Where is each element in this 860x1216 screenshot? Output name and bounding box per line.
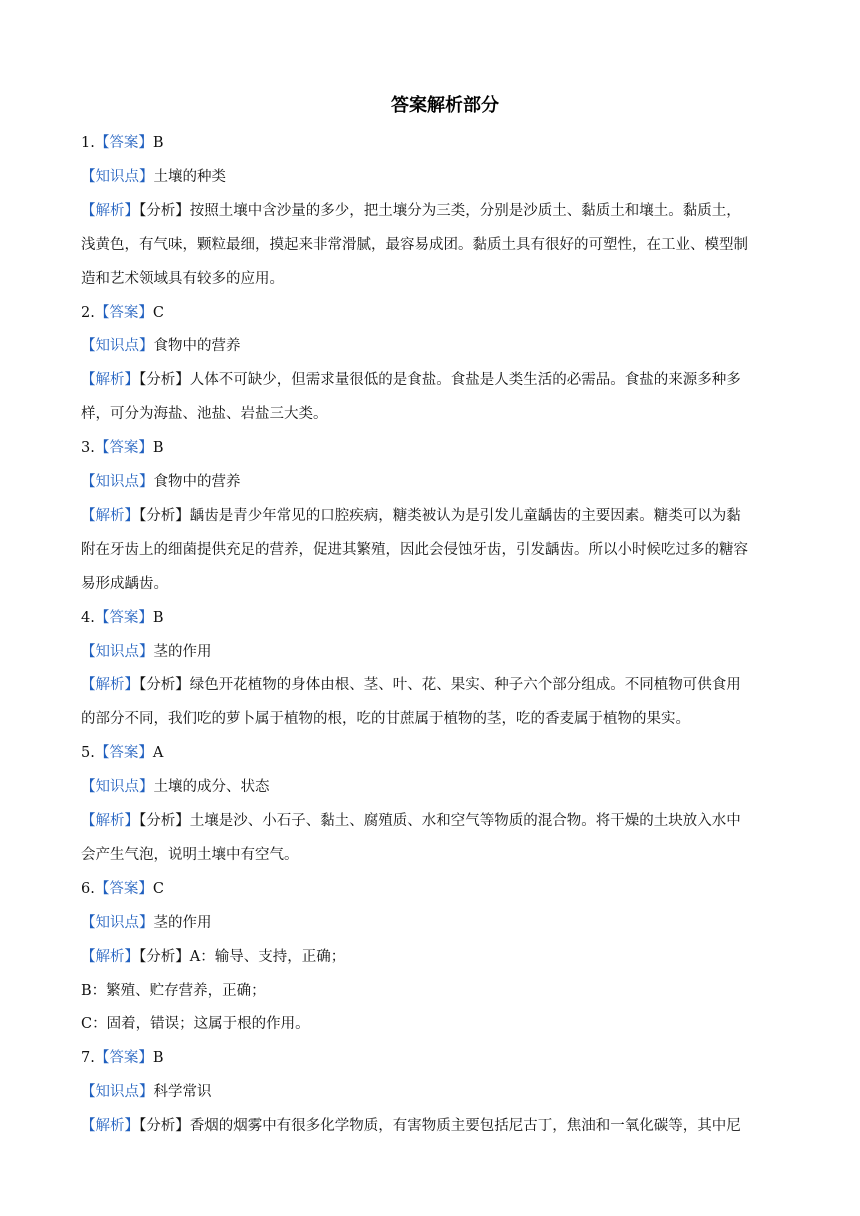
knowledge-label: 【知识点】: [81, 914, 154, 931]
answer-line-3: [81, 438, 811, 458]
knowledge-line-3: [81, 472, 811, 492]
analysis-line-2-2: [81, 404, 811, 424]
answer-value: C: [152, 880, 164, 897]
question-number: 6.: [81, 880, 95, 897]
knowledge-label: 【知识点】: [81, 474, 154, 490]
answer-value: A: [152, 745, 164, 762]
question-number: 5.: [81, 745, 95, 762]
analysis-text: 易形成龋齿。: [81, 575, 168, 592]
answer-line-7: [81, 1048, 811, 1068]
fenxi-label: 【分析】: [139, 372, 190, 389]
fenxi-label: 【分析】: [139, 507, 190, 524]
knowledge-value: 茎的作用: [153, 643, 212, 660]
analysis-text: 香烟的烟雾中有很多化学物质，有害物质主要包括尼古丁，焦油和一氧化碳等，其中尼: [189, 1118, 741, 1135]
answer-label: 【答案】: [94, 304, 153, 321]
knowledge-line-5: [81, 777, 811, 797]
analysis-line-6-3: [81, 1014, 811, 1034]
analysis-label: 【解析】: [81, 948, 139, 965]
answer-line-2: [81, 303, 811, 323]
answer-label: 【答案】: [94, 440, 153, 457]
analysis-text: 土壤是沙、小石子、黏土、腐殖质、水和空气等物质的混合物。将干燥的土块放入水中: [189, 813, 741, 829]
fenxi-label: 【分析】: [139, 813, 190, 829]
question-number: 1.: [81, 135, 95, 151]
knowledge-line-6: [81, 913, 811, 933]
answer-label: 【答案】: [94, 745, 153, 762]
analysis-line-5-2: [81, 845, 811, 865]
analysis-line-1-3: [81, 269, 811, 289]
analysis-text: A：输导、支持，正确；: [189, 948, 346, 965]
analysis-line-4-2: [81, 709, 811, 729]
question-number: 3.: [81, 440, 95, 457]
knowledge-label: 【知识点】: [81, 779, 154, 796]
knowledge-label: 【知识点】: [81, 168, 154, 185]
analysis-label: 【解析】: [81, 202, 139, 219]
knowledge-label: 【知识点】: [81, 643, 154, 660]
question-number: 2.: [81, 304, 95, 321]
analysis-line-4-1: [81, 675, 811, 695]
answer-line-4: [81, 608, 811, 628]
analysis-line-2-1: [81, 370, 811, 390]
analysis-text: 造和艺术领域具有较多的应用。: [81, 270, 284, 287]
analysis-label: 【解析】: [81, 507, 139, 524]
question-number: 4.: [81, 609, 95, 626]
answer-value: B: [152, 609, 164, 626]
answer-value: B: [152, 1050, 164, 1067]
knowledge-value: 食物中的营养: [153, 474, 241, 490]
analysis-text: 龋齿是青少年常见的口腔疾病，糖类被认为是引发儿童龋齿的主要因素。糖类可以为黏: [189, 507, 741, 524]
answer-value: B: [152, 135, 164, 151]
knowledge-value: 科学常识: [153, 1084, 212, 1101]
knowledge-value: 土壤的种类: [153, 168, 226, 185]
answer-label: 【答案】: [94, 1050, 153, 1067]
analysis-text: 浅黄色，有气味，颗粒最细，摸起来非常滑腻，最容易成团。黏质土具有很好的可塑性，在工业、模型制: [81, 236, 748, 253]
analysis-line-7-1: [81, 1116, 811, 1136]
analysis-text: 附在牙齿上的细菌提供充足的营养，促进其繁殖，因此会侵蚀牙齿，引发龋齿。所以小时候吃过多的糖容: [81, 541, 748, 558]
knowledge-line-2: [81, 336, 811, 356]
fenxi-label: 【分析】: [139, 677, 190, 694]
analysis-label: 【解析】: [81, 813, 139, 829]
analysis-label: 【解析】: [81, 372, 139, 389]
analysis-line-5-1: [81, 811, 811, 831]
answer-value: C: [152, 304, 164, 321]
analysis-line-1-2: [81, 235, 811, 255]
page-title: 答案解析部分: [391, 95, 499, 116]
answer-label: 【答案】: [94, 609, 153, 626]
analysis-line-6-1: [81, 947, 811, 967]
analysis-text: 样，可分为海盐、池盐、岩盐三大类。: [81, 406, 328, 423]
analysis-text: 会产生气泡，说明土壤中有空气。: [81, 846, 299, 863]
analysis-text: B：繁殖、贮存营养，正确；: [81, 982, 266, 999]
knowledge-line-7: [81, 1082, 811, 1102]
answer-label: 【答案】: [94, 880, 153, 897]
knowledge-value: 食物中的营养: [153, 338, 241, 355]
knowledge-line-1: [81, 167, 811, 187]
knowledge-label: 【知识点】: [81, 338, 154, 355]
analysis-line-1-1: [81, 201, 811, 221]
knowledge-value: 茎的作用: [153, 914, 212, 931]
fenxi-label: 【分析】: [139, 948, 190, 965]
analysis-label: 【解析】: [81, 1118, 139, 1135]
question-number: 7.: [81, 1050, 95, 1067]
analysis-text: 人体不可缺少，但需求量很低的是食盐。食盐是人类生活的必需品。食盐的来源多种多: [189, 372, 741, 389]
analysis-text: 按照土壤中含沙量的多少，把土壤分为三类，分别是沙质土、黏质土和壤土。黏质土，: [189, 202, 741, 219]
analysis-line-6-2: [81, 981, 811, 1001]
knowledge-value: 土壤的成分、状态: [153, 779, 270, 796]
answer-line-6: [81, 879, 811, 899]
answer-line-5: [81, 743, 811, 763]
analysis-line-3-2: [81, 540, 811, 560]
analysis-text: 绿色开花植物的身体由根、茎、叶、花、果实、种子六个部分组成。不同植物可供食用: [189, 677, 741, 694]
answer-value: B: [152, 440, 164, 457]
knowledge-line-4: [81, 642, 811, 662]
answer-line-1: [81, 133, 811, 153]
analysis-text: 的部分不同，我们吃的萝卜属于植物的根，吃的甘蔗属于植物的茎，吃的香麦属于植物的果实。: [81, 711, 690, 728]
analysis-line-3-1: [81, 506, 811, 526]
answer-label: 【答案】: [94, 135, 153, 151]
fenxi-label: 【分析】: [139, 202, 190, 219]
analysis-label: 【解析】: [81, 677, 139, 694]
knowledge-label: 【知识点】: [81, 1084, 154, 1101]
analysis-text: C：固着，错误；这属于根的作用。: [81, 1016, 310, 1033]
analysis-line-3-3: [81, 574, 811, 594]
fenxi-label: 【分析】: [139, 1118, 190, 1135]
